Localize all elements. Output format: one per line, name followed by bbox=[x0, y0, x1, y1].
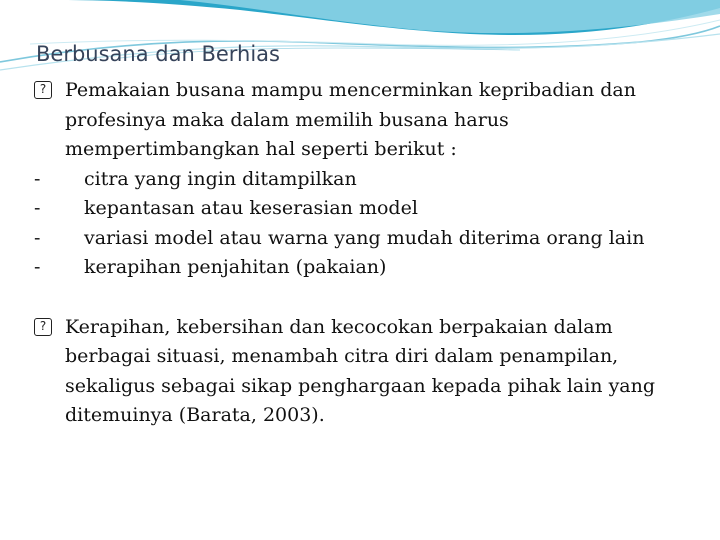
list-item-dash: - bbox=[34, 197, 41, 219]
list-item bbox=[34, 165, 684, 195]
missing-glyph-bullet-icon: ? bbox=[34, 81, 52, 99]
list-item bbox=[34, 224, 684, 254]
slide-body bbox=[34, 76, 684, 431]
paragraph-1-text: Pemakaian busana mampu mencerminkan kepribadian dan profesinya maka dalam memilih busana harus mempertimbangkan hal seperti berikut : bbox=[65, 79, 636, 160]
list-item-text: variasi model atau warna yang mudah diterima orang lain bbox=[84, 226, 645, 249]
list-item-text: kepantasan atau keserasian model bbox=[84, 197, 418, 219]
list-item bbox=[34, 253, 684, 283]
slide-title: Berbusana dan Berhias bbox=[36, 42, 280, 66]
paragraph-2-text: Kerapihan, kebersihan dan kecocokan berpakaian dalam berbagai situasi, menambah citra diri dalam penampilan, sekaligus sebagai sikap penghargaan kepada pihak lain yang ditemuinya (Barata, 2003). bbox=[65, 315, 656, 426]
decorative-wave-graphic bbox=[0, 0, 720, 80]
paragraph-1 bbox=[34, 76, 684, 283]
list-item-dash: - bbox=[34, 226, 41, 249]
list-item-dash: - bbox=[34, 256, 41, 278]
list-item-dash: - bbox=[34, 167, 41, 190]
missing-glyph-bullet-icon: ? bbox=[34, 318, 52, 336]
paragraph-2 bbox=[34, 313, 684, 431]
list-item bbox=[34, 194, 684, 224]
list-item-text: kerapihan penjahitan (pakaian) bbox=[84, 256, 387, 278]
list-item-text: citra yang ingin ditampilkan bbox=[84, 167, 357, 190]
